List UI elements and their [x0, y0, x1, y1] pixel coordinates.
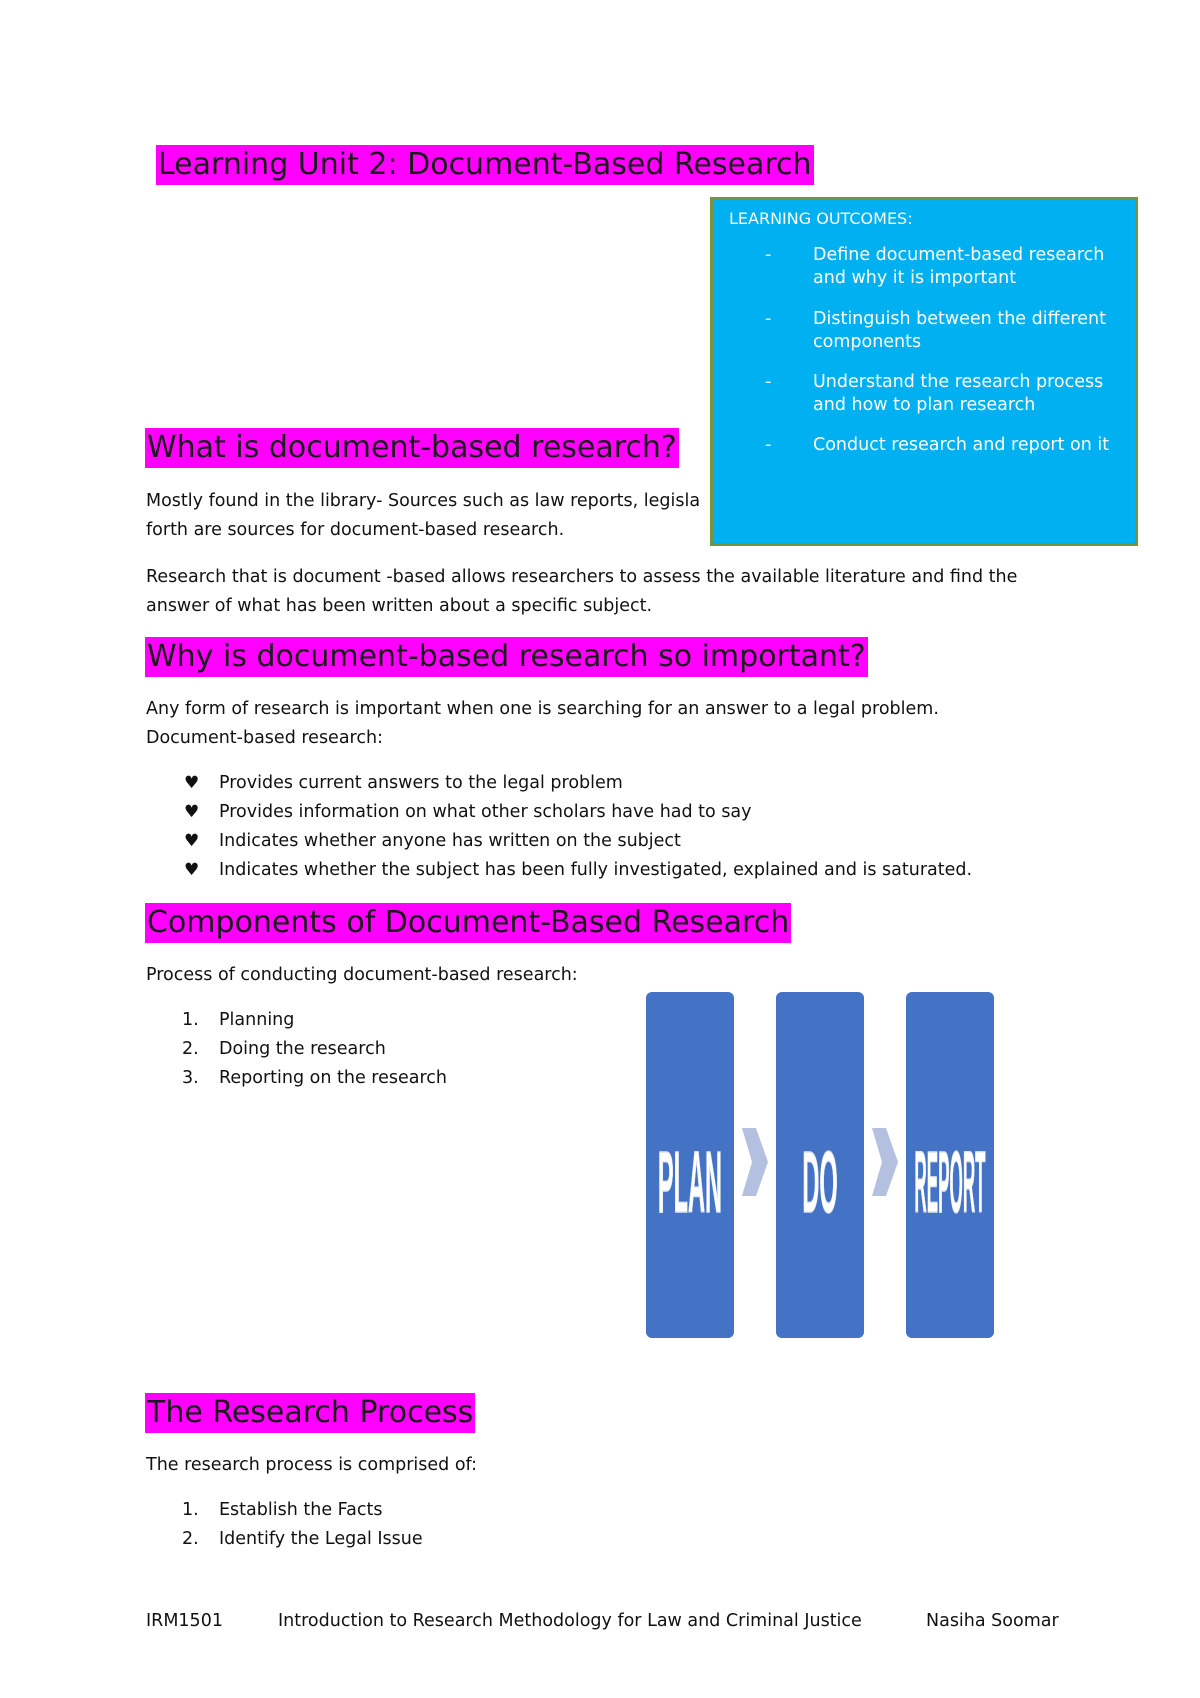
- learning-outcomes-box: [710, 197, 1138, 546]
- footer-course-title: Introduction to Research Methodology for Law and Criminal Justice: [278, 1611, 862, 1631]
- plan-do-report-diagram: [644, 990, 1000, 1340]
- learning-outcome-item: - Understand the research process and how to plan research: [765, 372, 1104, 415]
- arrow-icon: [742, 1128, 768, 1196]
- section-heading-why-important: Why is document-based research so important?: [145, 637, 868, 677]
- paragraph-any-form: Any form of research is important when one is searching for an answer to a legal problem. Document-based research:: [146, 699, 939, 748]
- heart-bullet-icon: ♥: [184, 802, 200, 822]
- paragraph-process-intro: Process of conducting document-based research:: [146, 965, 578, 985]
- section-heading-what-is: What is document-based research?: [145, 428, 679, 468]
- learning-outcome-item: - Conduct research and report on it: [765, 435, 1110, 455]
- page-title: Learning Unit 2: Document-Based Research: [156, 145, 814, 185]
- section-heading-research-process: The Research Process: [145, 1393, 475, 1433]
- learning-outcomes-title: LEARNING OUTCOMES:: [729, 209, 913, 228]
- report-label: REPORT: [914, 1134, 986, 1232]
- do-label: DO: [802, 1132, 838, 1232]
- learning-outcome-item: - Distinguish between the different components: [765, 309, 1106, 352]
- heart-bullet-icon: ♥: [184, 860, 200, 880]
- arrow-icon: [872, 1128, 898, 1196]
- section-heading-components: Components of Document-Based Research: [145, 903, 791, 943]
- footer-author: Nasiha Soomar: [926, 1611, 1059, 1631]
- plan-label: PLAN: [657, 1132, 723, 1232]
- paragraph-assess-literature: Research that is document -based allows researchers to assess the available literature and find the answer of what has been written about a specific subject.: [146, 567, 1018, 616]
- heart-bullet-icon: ♥: [184, 831, 200, 851]
- footer-course-code: IRM1501: [146, 1611, 223, 1631]
- learning-outcome-item: - Define document-based research and why it is important: [765, 245, 1105, 288]
- paragraph-research-process-intro: The research process is comprised of:: [146, 1455, 477, 1475]
- heart-bullet-icon: ♥: [184, 773, 200, 793]
- paragraph-sources: Mostly found in the library- Sources such as law reports, legisla forth are sources for document-based research.: [146, 491, 701, 540]
